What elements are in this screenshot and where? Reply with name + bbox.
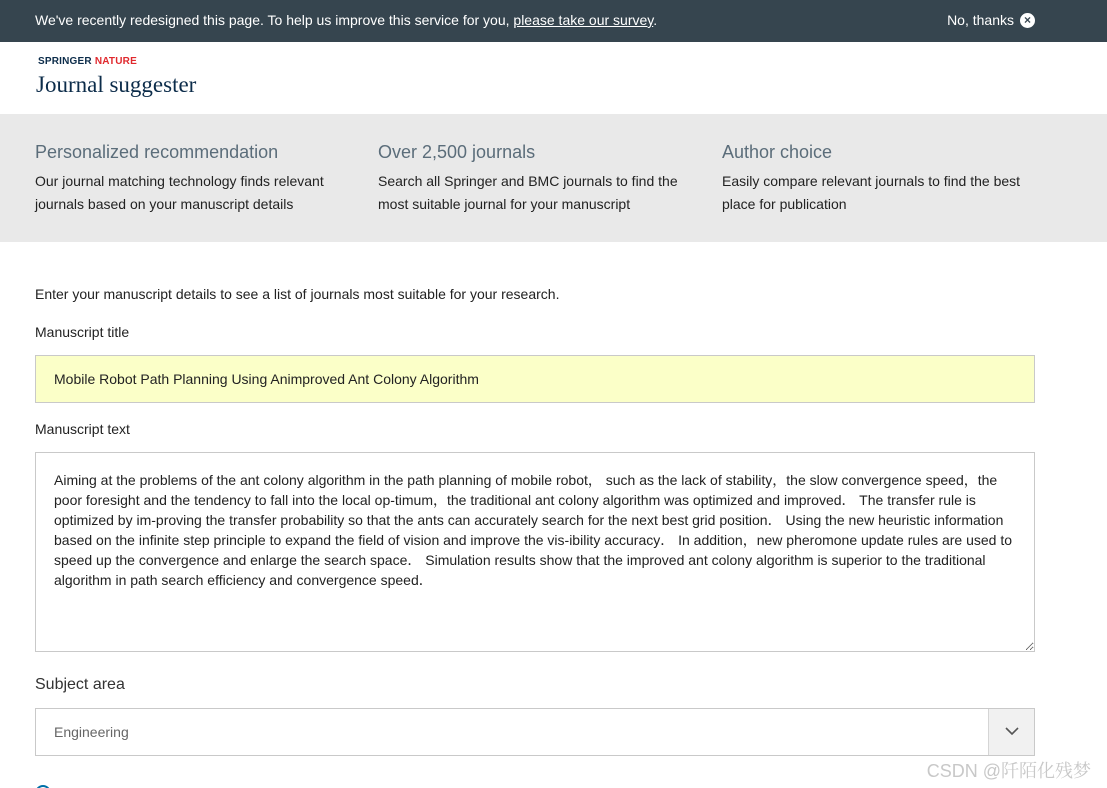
dismiss-survey-button[interactable] [947, 12, 1035, 28]
subject-area-value: Engineering [54, 724, 129, 740]
manuscript-text-input[interactable] [35, 452, 1035, 652]
subject-area-label: Subject area [35, 676, 125, 693]
survey-trail: . [653, 12, 658, 28]
subject-area-select[interactable] [35, 708, 1035, 756]
manuscript-text-label: Manuscript text [35, 421, 130, 437]
feature-title: Over 2,500 journals [378, 142, 536, 162]
feature-description: Search all Springer and BMC journals to find the most suitable journal for your manuscript [378, 173, 678, 212]
page-title: Journal suggester [36, 72, 197, 97]
features-band [0, 114, 1107, 242]
feature-author-choice [722, 142, 1032, 216]
feature-journals [378, 142, 688, 216]
chevron-down-icon [1005, 726, 1019, 736]
form-intro: Enter your manuscript details to see a list of journals most suitable for your research. [35, 286, 560, 302]
feature-description: Our journal matching technology finds relevant journals based on your manuscript details [35, 173, 324, 212]
brand-main: SPRINGER [38, 56, 95, 67]
close-icon[interactable]: × [1020, 13, 1035, 28]
site-header [0, 42, 1107, 114]
feature-description: Easily compare relevant journals to find the best place for publication [722, 173, 1021, 212]
feature-title: Personalized recommendation [35, 142, 279, 162]
springer-nature-logo[interactable] [38, 56, 137, 67]
dismiss-label: No, thanks [947, 12, 1014, 28]
feature-personalized [35, 142, 345, 216]
manuscript-title-input[interactable] [35, 355, 1035, 403]
survey-banner [0, 0, 1107, 42]
survey-text: We've recently redesigned this page. To help us improve this service for you, [35, 12, 514, 28]
survey-link[interactable]: please take our survey [513, 12, 654, 28]
watermark: CSDN @阡陌化残梦 [926, 761, 1091, 781]
survey-message [35, 12, 657, 28]
feature-title: Author choice [722, 142, 833, 162]
brand-accent: NATURE [94, 56, 137, 67]
manuscript-title-label: Manuscript title [35, 324, 130, 340]
dropdown-toggle[interactable] [988, 709, 1034, 755]
